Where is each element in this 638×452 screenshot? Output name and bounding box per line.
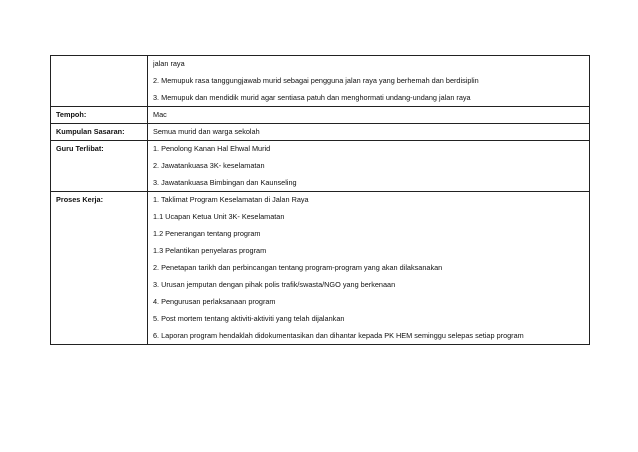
row-label: Proses Kerja:: [51, 192, 148, 345]
table-row-guru-terlibat: [51, 141, 590, 192]
row-content: [148, 192, 590, 345]
content-line: 3. Memupuk dan mendidik murid agar sentiasa patuh dan menghormati undang-undang jalan raya: [153, 93, 471, 102]
content-line: 2. Jawatankuasa 3K- keselamatan: [153, 161, 265, 170]
content-line: 1.3 Pelantikan penyelaras program: [153, 246, 267, 255]
row-content: [148, 124, 590, 141]
content-line: jalan raya: [153, 59, 185, 68]
content-line: 5. Post mortem tentang aktiviti-aktiviti yang telah dijalankan: [153, 314, 345, 323]
table-row-kumpulan-sasaran: [51, 124, 590, 141]
content-line: 1.1 Ucapan Ketua Unit 3K- Keselamatan: [153, 212, 285, 221]
row-label: Kumpulan Sasaran:: [51, 124, 148, 141]
row-label: Guru Terlibat:: [51, 141, 148, 192]
content-line: 1.2 Penerangan tentang program: [153, 229, 261, 238]
row-label: Tempoh:: [51, 107, 148, 124]
row-content: [148, 56, 590, 107]
row-label: [51, 56, 148, 107]
content-line: 6. Laporan program hendaklah didokumentasikan dan dihantar kepada PK HEM seminggu selepas setiap program: [153, 331, 524, 340]
content-line: Semua murid dan warga sekolah: [153, 127, 260, 136]
document-table: [50, 55, 590, 345]
row-content: [148, 107, 590, 124]
content-line: 1. Taklimat Program Keselamatan di Jalan Raya: [153, 195, 309, 204]
content-line: 3. Jawatankuasa Bimbingan dan Kaunseling: [153, 178, 297, 187]
content-line: 2. Penetapan tarikh dan perbincangan tentang program-program yang akan dilaksanakan: [153, 263, 443, 272]
table-row-objectives: [51, 56, 590, 107]
row-content: [148, 141, 590, 192]
content-line: 3. Urusan jemputan dengan pihak polis trafik/swasta/NGO yang berkenaan: [153, 280, 396, 289]
content-line: 1. Penolong Kanan Hal Ehwal Murid: [153, 144, 271, 153]
content-line: Mac: [153, 110, 167, 119]
table-row-tempoh: [51, 107, 590, 124]
table-row-proses-kerja: [51, 192, 590, 345]
content-line: 2. Memupuk rasa tanggungjawab murid sebagai pengguna jalan raya yang berhemah dan berdisiplin: [153, 76, 479, 85]
content-line: 4. Pengurusan perlaksanaan program: [153, 297, 276, 306]
